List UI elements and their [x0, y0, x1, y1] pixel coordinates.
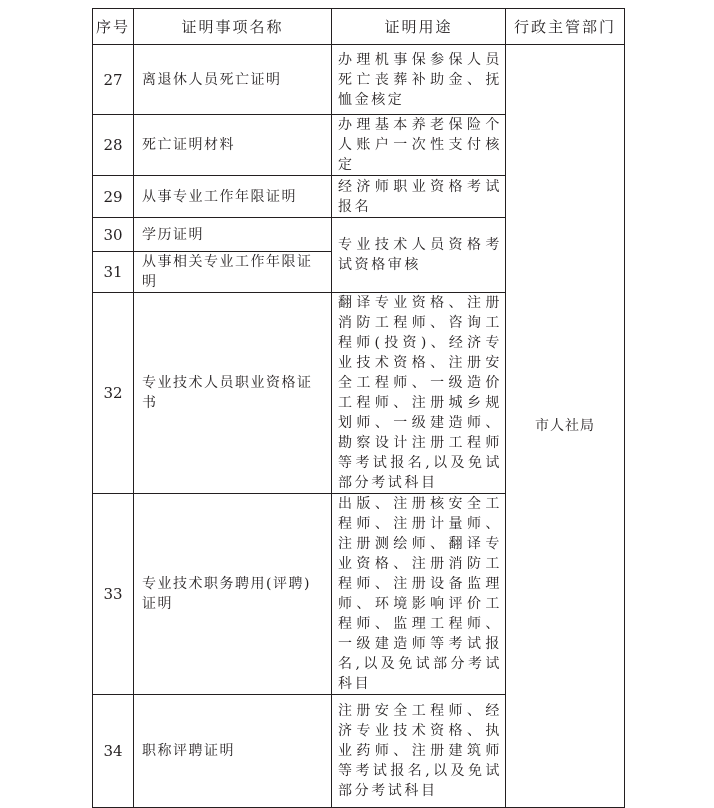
row-item-name: 专业技术职务聘用(评聘)证明 — [134, 494, 332, 695]
row-purpose: 办理基本养老保险个人账户一次性支付核定 — [332, 115, 506, 176]
row-number: 28 — [93, 115, 134, 176]
table-row — [93, 45, 625, 115]
row-item-name: 专业技术人员职业资格证书 — [134, 293, 332, 494]
row-number: 31 — [93, 252, 134, 293]
row-number: 29 — [93, 176, 134, 218]
certificate-items-table — [92, 8, 625, 808]
row-item-name: 从事专业工作年限证明 — [134, 176, 332, 218]
row-item-name: 离退休人员死亡证明 — [134, 45, 332, 115]
row-item-name: 职称评聘证明 — [134, 695, 332, 808]
row-purpose: 翻译专业资格、注册消防工程师、咨询工程师(投资)、经济专业技术资格、注册安全工程师、一级造价工程师、注册城乡规划师、一级建造师、勘察设计注册工程师等考试报名,以及免试部分考试科目 — [332, 293, 506, 494]
row-purpose: 注册安全工程师、经济专业技术资格、执业药师、注册建筑师等考试报名,以及免试部分考试科目 — [332, 695, 506, 808]
row-number: 30 — [93, 218, 134, 252]
row-item-name: 死亡证明材料 — [134, 115, 332, 176]
row-number: 27 — [93, 45, 134, 115]
row-number: 34 — [93, 695, 134, 808]
department-cell — [506, 45, 625, 808]
certificate-items-table-wrap — [92, 8, 624, 808]
row-purpose: 办理机事保参保人员死亡丧葬补助金、抚恤金核定 — [332, 45, 506, 115]
header-department: 行政主管部门 — [506, 9, 625, 45]
row-purpose: 出版、注册核安全工程师、注册计量师、注册测绘师、翻译专业资格、注册消防工程师、注册设备监理师、环境影响评价工程师、监理工程师、一级建造师等考试报名,以及免试部分考试科目 — [332, 494, 506, 695]
row-number: 33 — [93, 494, 134, 695]
row-number: 32 — [93, 293, 134, 494]
header-purpose: 证明用途 — [332, 9, 506, 45]
row-item-name: 从事相关专业工作年限证明 — [134, 252, 332, 293]
row-purpose-shared: 专业技术人员资格考试资格审核 — [332, 218, 506, 293]
row-purpose: 经济师职业资格考试报名 — [332, 176, 506, 218]
header-item-name: 证明事项名称 — [134, 9, 332, 45]
row-item-name: 学历证明 — [134, 218, 332, 252]
table-header-row — [93, 9, 625, 45]
department-name: 市人社局 — [535, 417, 595, 434]
header-number: 序号 — [93, 9, 134, 45]
